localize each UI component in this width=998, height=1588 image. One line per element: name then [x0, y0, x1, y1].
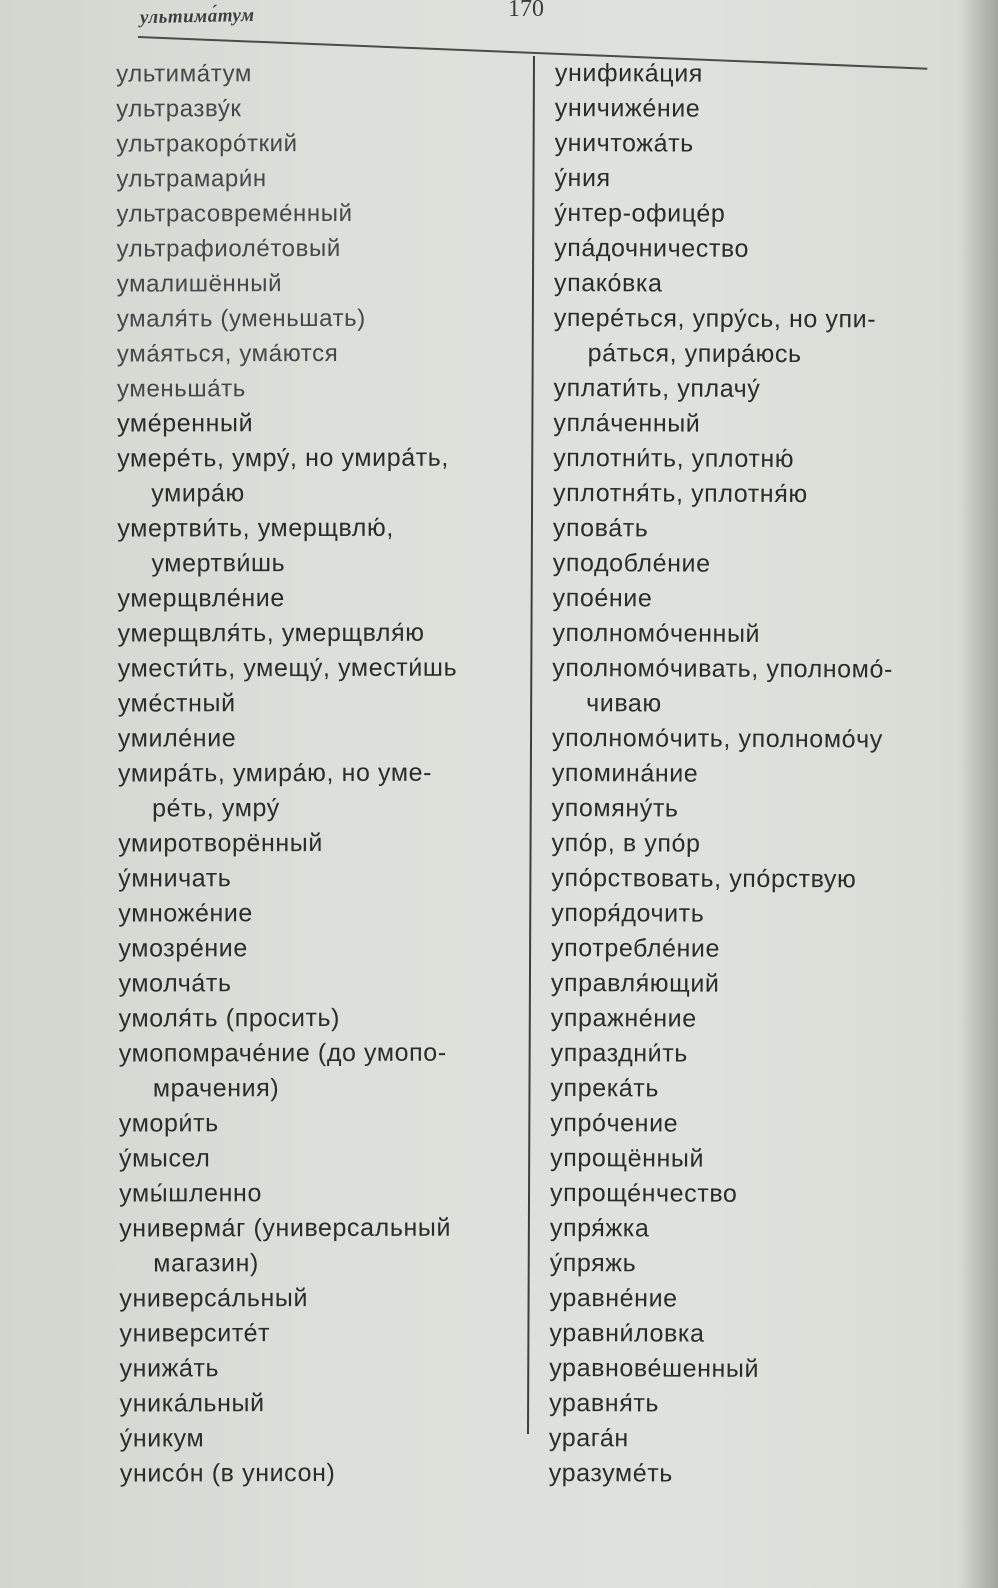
- dictionary-entry: упла́ченный: [553, 408, 701, 438]
- dictionary-entry: ре́ть, умру́: [152, 794, 280, 823]
- dictionary-entry: управля́ющий: [550, 968, 720, 998]
- dictionary-entry: уме́стный: [117, 689, 236, 718]
- dictionary-entry: умертви́шь: [151, 549, 286, 578]
- dictionary-entry: уничиже́ние: [554, 93, 701, 123]
- dictionary-entry: умиле́ние: [117, 724, 237, 753]
- dictionary-entry: у́пряжь: [549, 1248, 637, 1278]
- dictionary-entry: умиротворённый: [118, 828, 323, 858]
- dictionary-entry: упо́р, в упо́р: [551, 828, 701, 858]
- dictionary-entry: магазин): [153, 1249, 259, 1278]
- dictionary-entry: упомина́ние: [551, 758, 699, 788]
- dictionary-entry: упова́ть: [552, 513, 649, 543]
- dictionary-entry: универса́льный: [119, 1284, 309, 1313]
- dictionary-entry: умерщвле́ние: [117, 584, 285, 613]
- dictionary-entry: упоря́дочить: [551, 898, 705, 928]
- dictionary-entry: упрощённый: [550, 1143, 705, 1173]
- dictionary-entry: упо́рствовать, упо́рствую: [551, 863, 857, 894]
- dictionary-entry: умолча́ть: [118, 969, 232, 998]
- dictionary-entry: упере́ться, упру́сь, но упи-: [553, 303, 877, 334]
- dictionary-entry: умаля́ть (уменьшать): [116, 304, 366, 333]
- dictionary-entry: употребле́ние: [551, 933, 721, 963]
- dictionary-entry: уравни́ловка: [549, 1318, 705, 1348]
- dictionary-entry: университе́т: [119, 1319, 271, 1348]
- dictionary-entry: уравнове́шенный: [549, 1353, 760, 1383]
- dictionary-entry: уника́льный: [119, 1389, 265, 1418]
- dictionary-entry: ума́яться, ума́ются: [116, 339, 339, 368]
- spine-shadow: [958, 0, 998, 1588]
- dictionary-entry: унисо́н (в унисон): [119, 1458, 336, 1488]
- dictionary-entry: у́мысел: [118, 1144, 211, 1173]
- dictionary-entry: умалишённый: [116, 270, 283, 298]
- dictionary-entry: умори́ть: [118, 1109, 219, 1138]
- dictionary-entry: упрека́ть: [550, 1073, 660, 1103]
- right-column: [549, 56, 955, 1493]
- dictionary-entry: ультразву́к: [116, 95, 242, 123]
- dictionary-entry: ультрафиоле́товый: [116, 234, 341, 263]
- dictionary-entry: уменьша́ть: [116, 375, 246, 403]
- dictionary-entry: универма́г (универсальный: [119, 1213, 452, 1243]
- dictionary-entry: ультрамари́н: [116, 165, 267, 193]
- dictionary-entry: уплотни́ть, уплотню́: [553, 443, 795, 474]
- dictionary-entry: унижа́ть: [119, 1354, 220, 1383]
- dictionary-entry: умозре́ние: [118, 934, 248, 963]
- dictionary-entry: упа́дочничество: [554, 233, 750, 263]
- dictionary-entry: уполномо́чивать, уполномо́-: [552, 653, 893, 684]
- column-divider: [527, 56, 535, 1434]
- dictionary-entry: чиваю: [586, 689, 662, 718]
- dictionary-entry: умира́ть, умира́ю, но уме-: [117, 758, 433, 788]
- dictionary-entry: урага́н: [548, 1423, 629, 1453]
- dictionary-entry: упроще́нчество: [549, 1178, 738, 1208]
- dictionary-entry: уполномо́ченный: [552, 618, 761, 648]
- dictionary-entry: умопомраче́ние (до умопо-: [118, 1038, 447, 1068]
- dictionary-entry: упро́чение: [550, 1108, 679, 1138]
- dictionary-entry: унифика́ция: [554, 58, 704, 88]
- dictionary-entry: уразуме́ть: [548, 1458, 674, 1488]
- dictionary-entry: уподобле́ние: [552, 548, 711, 578]
- dictionary-entry: упражне́ние: [550, 1003, 697, 1033]
- dictionary-entry: упомяну́ть: [551, 793, 679, 823]
- dictionary-entry: упря́жка: [549, 1213, 650, 1243]
- dictionary-entry: уравня́ть: [549, 1388, 660, 1418]
- dictionary-entry: ультрасовреме́нный: [116, 199, 353, 228]
- dictionary-entry: упраздни́ть: [550, 1038, 689, 1068]
- dictionary-entry: ра́ться, упира́юсь: [587, 339, 802, 369]
- dictionary-entry: у́никум: [119, 1424, 205, 1453]
- dictionary-entry: у́ния: [554, 163, 611, 193]
- dictionary-entry: уравне́ние: [549, 1283, 678, 1313]
- page-number: 170: [508, 0, 544, 22]
- dictionary-entry: упое́ние: [552, 583, 653, 613]
- dictionary-entry: ультракоро́ткий: [116, 130, 298, 158]
- dictionary-entry: умоля́ть (просить): [118, 1003, 341, 1033]
- dictionary-entry: ультима́тум: [116, 60, 253, 88]
- dictionary-entry: уничтожа́ть: [554, 128, 694, 158]
- dictionary-entry: у́мничать: [118, 864, 232, 893]
- dictionary-entry: уполномо́чить, уполномо́чу: [551, 723, 883, 754]
- dictionary-entry: упако́вка: [553, 268, 663, 298]
- dictionary-entry: умертви́ть, умерщвлю́,: [117, 513, 394, 543]
- dictionary-entry: уме́ренный: [117, 409, 254, 438]
- dictionary-entry: уплотня́ть, уплотня́ю: [553, 478, 808, 509]
- running-head: ультима́тум: [139, 4, 255, 29]
- left-column: [116, 55, 525, 1491]
- dictionary-entry: умы́шленно: [119, 1179, 262, 1208]
- dictionary-entry: умести́ть, умещу́, умести́шь: [117, 653, 458, 683]
- dictionary-entry: уплати́ть, уплачу́: [553, 373, 761, 403]
- dictionary-entry: у́нтер-офице́р: [554, 198, 726, 228]
- dictionary-entry: умира́ю: [151, 479, 245, 508]
- dictionary-entry: мрачения): [152, 1074, 280, 1103]
- dictionary-entry: умерщвля́ть, умерщвля́ю: [117, 618, 425, 648]
- dictionary-entry: умере́ть, умру́, но умира́ть,: [117, 443, 449, 473]
- dictionary-entry: умноже́ние: [118, 899, 253, 928]
